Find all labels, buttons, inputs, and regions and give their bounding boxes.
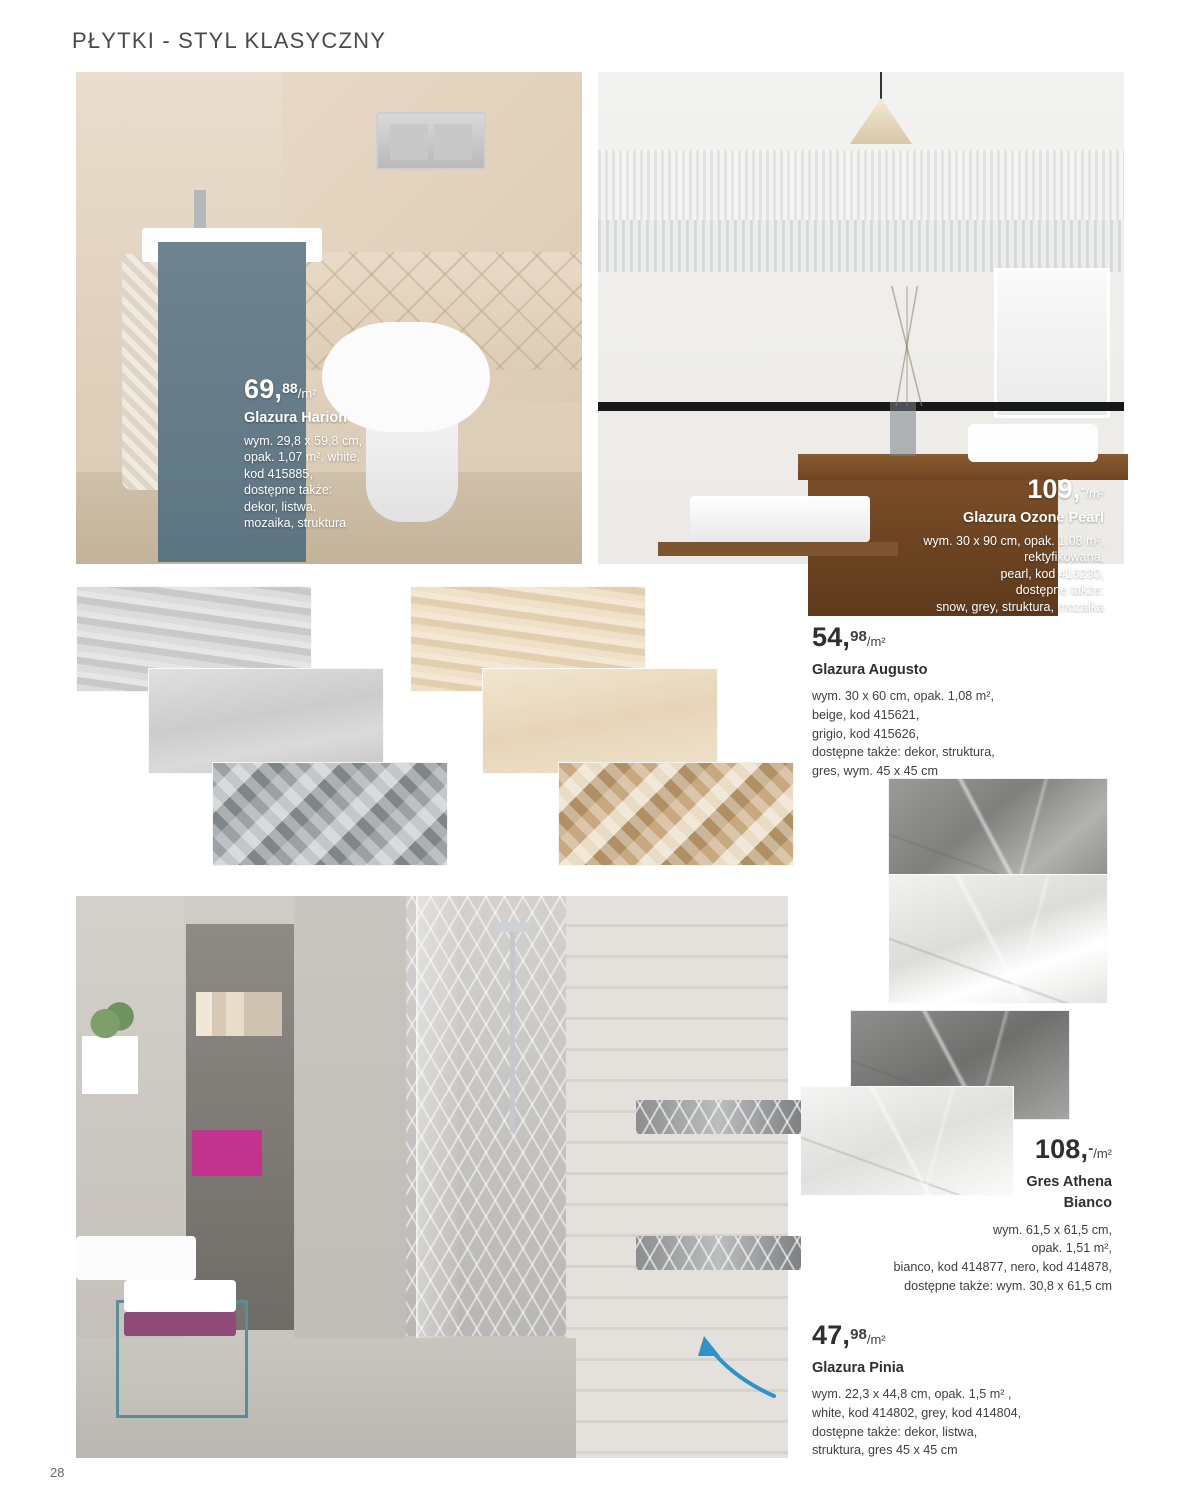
- marble-veining: [889, 875, 1107, 1003]
- product-detail-line: kod 415885,: [244, 466, 313, 481]
- price-value: 47,: [812, 1320, 851, 1350]
- page-title: PŁYTKI - STYL KLASYCZNY: [72, 28, 387, 53]
- product-detail-line: dekor, listwa,: [244, 499, 317, 514]
- washbasin: [76, 1236, 196, 1280]
- product-detail-line: white, kod 414802, grey, kod 414804,: [812, 1406, 1022, 1421]
- price-decimal: 88: [282, 379, 298, 396]
- potted-plant: [82, 1036, 138, 1094]
- countertop-basin: [968, 424, 1098, 462]
- product-detail-line: dostępne także: dekor, struktura,: [812, 745, 995, 760]
- decorative-branches: [860, 286, 956, 406]
- product-detail-line: snow, grey, struktura, mozaika: [936, 599, 1104, 614]
- structure-tile-band-lower: [598, 220, 1124, 272]
- product-detail-line: mozaika, struktura: [244, 516, 347, 531]
- purple-towel: [124, 1312, 236, 1336]
- product-detail-line: rektyfikowana,: [1024, 550, 1104, 565]
- price-value: 69,: [244, 374, 283, 404]
- product-detail-line: wym. 61,5 x 61,5 cm,: [993, 1222, 1112, 1237]
- hexagon-listwa-upper: [636, 1100, 801, 1134]
- shelf-niche: [186, 924, 294, 1330]
- page-number: 28: [50, 1465, 65, 1480]
- product-name: Glazura Harion: [244, 409, 348, 426]
- product-name: Glazura Ozone Pearl: [962, 509, 1104, 526]
- price-label-harion: [244, 372, 434, 532]
- product-detail-line: dostępne także: dekor, listwa,: [812, 1424, 978, 1439]
- price-decimal: -: [1088, 1139, 1094, 1157]
- product-detail-line: dostępne także: wym. 30,8 x 61,5 cm: [904, 1278, 1112, 1293]
- pink-box: [192, 1130, 262, 1176]
- shower-head: [496, 922, 530, 932]
- product-detail-line: wym. 30 x 90 cm, opak. 1,08 m²,: [923, 533, 1104, 548]
- flush-plate: [376, 112, 486, 170]
- augusto-beige-decor-swatch: [558, 762, 794, 866]
- product-detail-line: bianco, kod 414877, nero, kod 414878,: [893, 1260, 1112, 1275]
- product-detail-line: struktura, gres 45 x 45 cm: [812, 1443, 958, 1458]
- product-detail-line: pearl, kod 416230,: [1000, 566, 1104, 581]
- white-towel: [124, 1280, 236, 1312]
- product-detail-line: gres, wym. 45 x 45 cm: [812, 763, 938, 778]
- athena-bianco-swatch: [888, 874, 1108, 1004]
- folded-towels: [690, 496, 870, 542]
- pointer-arrow-icon: [686, 1326, 782, 1400]
- product-name: Gres Athena: [1026, 1173, 1112, 1190]
- product-name: Glazura Augusto: [812, 661, 928, 678]
- augusto-grigio-decor-swatch: [212, 762, 448, 866]
- product-info-augusto: [812, 618, 1112, 781]
- price-unit: /m²: [1093, 1146, 1112, 1161]
- glass-vase: [890, 402, 916, 456]
- price-unit: /m²: [866, 634, 886, 649]
- product-detail-line: wym. 22,3 x 44,8 cm, opak. 1,5 m² ,: [812, 1387, 1012, 1402]
- product-detail-line: grigio, kod 415626,: [812, 726, 920, 741]
- structure-tile-band-upper: [598, 150, 1124, 220]
- pendant-lamp: [850, 98, 912, 144]
- cosmetic-bottles: [196, 992, 282, 1036]
- product-detail-line: dostępne także:: [1015, 583, 1104, 598]
- product-detail-line: wym. 29,8 x 59,8 cm,: [244, 433, 363, 448]
- product-detail-line: dostępne także:: [244, 483, 333, 498]
- product-detail-line: opak. 1,51 m²,: [1031, 1241, 1112, 1256]
- price-unit: /m²: [866, 1332, 886, 1347]
- product-detail-line: beige, kod 415621,: [812, 708, 920, 723]
- product-info-pinia: [812, 1316, 1112, 1460]
- photo-bathroom-pinia: [76, 896, 788, 1458]
- shower-rail: [510, 932, 515, 1132]
- photo-bathroom-harion: [76, 72, 582, 564]
- hexagon-listwa-lower: [636, 1236, 801, 1270]
- pendant-cord: [880, 72, 882, 102]
- augusto-beige-plain-swatch: [482, 668, 718, 774]
- photo-bathroom-ozone: [598, 72, 1124, 614]
- price-decimal: 98: [850, 1325, 867, 1343]
- price-label-ozone: [869, 472, 1104, 615]
- product-name-second-line: Bianco: [1063, 1195, 1112, 1212]
- price-decimal: -: [1080, 479, 1086, 496]
- price-value: 109,: [1027, 474, 1081, 504]
- augusto-grigio-plain-swatch: [148, 668, 384, 774]
- price-decimal: 98: [850, 627, 867, 645]
- price-value: 108,: [1034, 1134, 1089, 1164]
- product-detail-line: opak. 1,07 m², white,: [244, 450, 361, 465]
- wall-mirror: [994, 268, 1110, 418]
- price-value: 54,: [812, 622, 851, 652]
- product-detail-line: wym. 30 x 60 cm, opak. 1,08 m²,: [812, 689, 994, 704]
- price-unit: /m²: [297, 386, 317, 401]
- product-info-athena: [840, 1130, 1112, 1295]
- price-unit: /m²: [1085, 486, 1104, 501]
- product-name: Glazura Pinia: [812, 1359, 904, 1376]
- wood-bench: [658, 542, 898, 556]
